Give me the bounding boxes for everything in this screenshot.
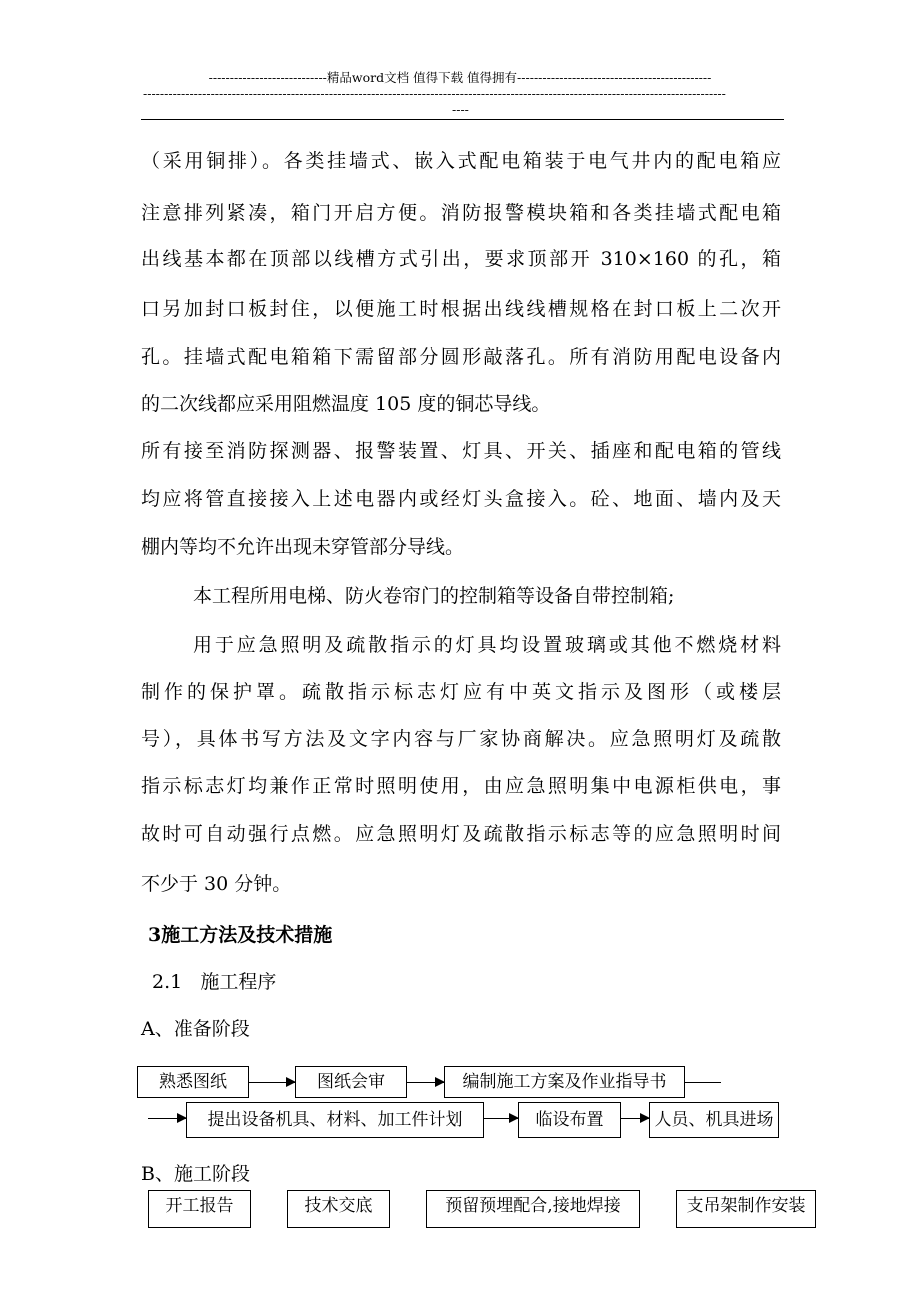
paragraph-line-4: 口另加封口板封住，以便施工时根据出线线槽规格在封口板上二次开 [141,298,781,320]
paragraph-line-1: （采用铜排）。各类挂墙式、嵌入式配电箱装于电气井内的配电箱应 [141,150,781,172]
flow-box-equipment-plan: 提出设备机具、材料、加工件计划 [186,1102,484,1138]
flow-box-construction-plan: 编制施工方案及作业指导书 [444,1066,685,1098]
paragraph-line-3: 出线基本都在顶部以线槽方式引出，要求顶部开 310×160 的孔，箱 [141,248,781,270]
flow-box-temporary-setup: 临设布置 [518,1102,621,1138]
paragraph-line-11: 用于应急照明及疏散指示的灯具均设置玻璃或其他不燃烧材料 [193,634,781,656]
header-line-2: ------------------------------------------------------------------------------------------------------------------------------------------ [143,86,726,101]
paragraph-line-8: 均应将管直接接入上述电器内或经灯头盒接入。砼、地面、墙内及天 [141,488,781,510]
flow-arrow-1 [249,1082,295,1083]
flow-box-personnel-entry: 人员、机具进场 [649,1102,779,1138]
subsection-title: 2.1 施工程序 [152,971,277,993]
paragraph-line-15: 故时可自动强行点燃。应急照明灯及疏散指示标志等的应急照明时间 [141,823,781,845]
header-line-1: ----------------------------精品word文档 值得下载 值得拥有---------------------------------------------- [208,70,712,85]
flow-box-technical-briefing: 技术交底 [287,1190,390,1228]
paragraph-line-16: 不少于 30 分钟。 [141,873,292,895]
paragraph-line-10: 本工程所用电梯、防火卷帘门的控制箱等设备自带控制箱; [193,585,675,607]
section-title: 3施工方法及技术措施 [148,924,333,946]
flow-arrow-5 [621,1118,649,1119]
paragraph-line-5: 孔。挂墙式配电箱箱下需留部分圆形敲落孔。所有消防用配电设备内 [141,346,781,368]
paragraph-line-2: 注意排列紧凑，箱门开启方便。消防报警模块箱和各类挂墙式配电箱 [141,202,781,224]
paragraph-line-12: 制作的保护罩。疏散指示标志灯应有中英文指示及图形（或楼层 [141,681,781,703]
flow-arrow-4 [484,1118,518,1119]
header-rule [141,119,784,120]
paragraph-line-14: 指示标志灯均兼作正常时照明使用，由应急照明集中电源柜供电，事 [141,775,781,797]
header-line-3: ---- [452,102,469,117]
stage-b-label: B、施工阶段 [141,1163,250,1185]
flow-arrow-2 [407,1082,444,1083]
flow-box-start-report: 开工报告 [148,1190,251,1228]
paragraph-line-9: 棚内等均不允许出现未穿管部分导线。 [141,536,465,558]
flow-arrow-3 [148,1118,186,1119]
paragraph-line-6: 的二次线都应采用阻燃温度 105 度的铜芯导线。 [141,393,551,415]
flow-box-embedded-grounding: 预留预埋配合,接地焊接 [426,1190,640,1228]
paragraph-line-7: 所有接至消防探测器、报警装置、灯具、开关、插座和配电箱的管线 [141,440,781,462]
flow-box-familiarize-drawings: 熟悉图纸 [137,1066,249,1098]
flow-connector-out [685,1082,721,1083]
paragraph-line-13: 号），具体书写方法及文字内容与厂家协商解决。应急照明灯及疏散 [141,728,781,750]
stage-a-label: A、准备阶段 [141,1018,250,1040]
flow-box-bracket-installation: 支吊架制作安装 [676,1190,816,1228]
flow-box-drawing-review: 图纸会审 [295,1066,407,1098]
